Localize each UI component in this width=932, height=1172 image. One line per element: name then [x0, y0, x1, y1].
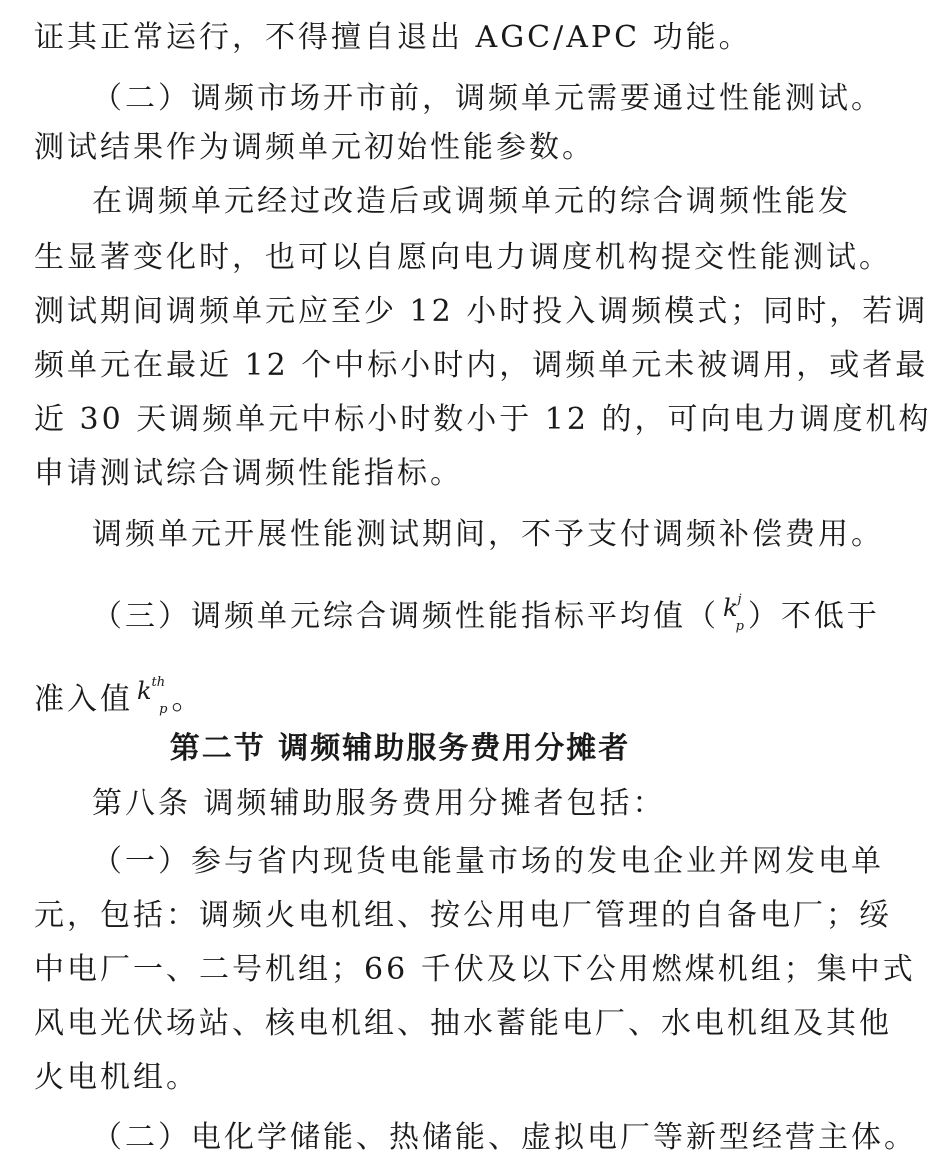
text-line: （二）调频市场开市前，调频单元需要通过性能测试。: [92, 81, 884, 116]
text-line: 测试结果作为调频单元初始性能参数。: [34, 130, 595, 165]
text-line: 在调频单元经过改造后或调频单元的综合调频性能发: [92, 184, 851, 219]
text-segment: 准入值: [34, 682, 133, 717]
text-line: （一）参与省内现货电能量市场的发电企业并网发电单: [92, 844, 884, 879]
symbol-superscript: j: [737, 592, 742, 607]
symbol-subscript: p: [735, 618, 744, 634]
text-line: 中电厂一、二号机组；66 千伏及以下公用燃煤机组；集中式: [34, 952, 916, 987]
text-line: 申请测试综合调频性能指标。: [34, 456, 463, 491]
text-line: 近 30 天调频单元中标小时数小于 12 的，可向电力调度机构: [34, 402, 932, 437]
text-line: 调频单元开展性能测试期间，不予支付调频补偿费用。: [92, 517, 884, 552]
text-line: 频单元在最近 12 个中标小时内，调频单元未被调用，或者最: [34, 348, 929, 383]
text-line: （二）电化学储能、热储能、虚拟电厂等新型经营主体。: [92, 1120, 917, 1155]
text-line: 第八条 调频辅助服务费用分摊者包括：: [92, 786, 666, 821]
text-line: 生显著变化时，也可以自愿向电力调度机构提交性能测试。: [34, 240, 892, 275]
symbol-superscript: th: [151, 675, 166, 690]
symbol-base: k: [137, 677, 152, 705]
text-segment: （三）调频单元综合调频性能指标平均值（: [92, 599, 719, 634]
symbol-k-p-j: [723, 584, 744, 639]
paragraph-3-line-2: [0, 667, 834, 722]
text-line: 元，包括：调频火电机组、按公用电厂管理的自备电厂；绥: [34, 898, 892, 933]
paragraph-3-line-1: [0, 584, 892, 639]
symbol-subscript: p: [159, 701, 168, 717]
text-line: 证其正常运行，不得擅自退出 AGC/APC 功能。: [34, 20, 752, 55]
section-heading: 第二节 调频辅助服务费用分摊者: [169, 731, 631, 766]
text-line: 风电光伏场站、核电机组、抽水蓄能电厂、水电机组及其他: [34, 1006, 892, 1041]
symbol-base: k: [723, 594, 738, 622]
text-line: 火电机组。: [34, 1060, 199, 1095]
symbol-k-p-th: [137, 667, 167, 722]
text-segment: 。: [171, 682, 205, 717]
text-line: 测试期间调频单元应至少 12 小时投入调频模式；同时，若调: [34, 294, 929, 329]
text-segment: ）不低于: [747, 599, 880, 634]
